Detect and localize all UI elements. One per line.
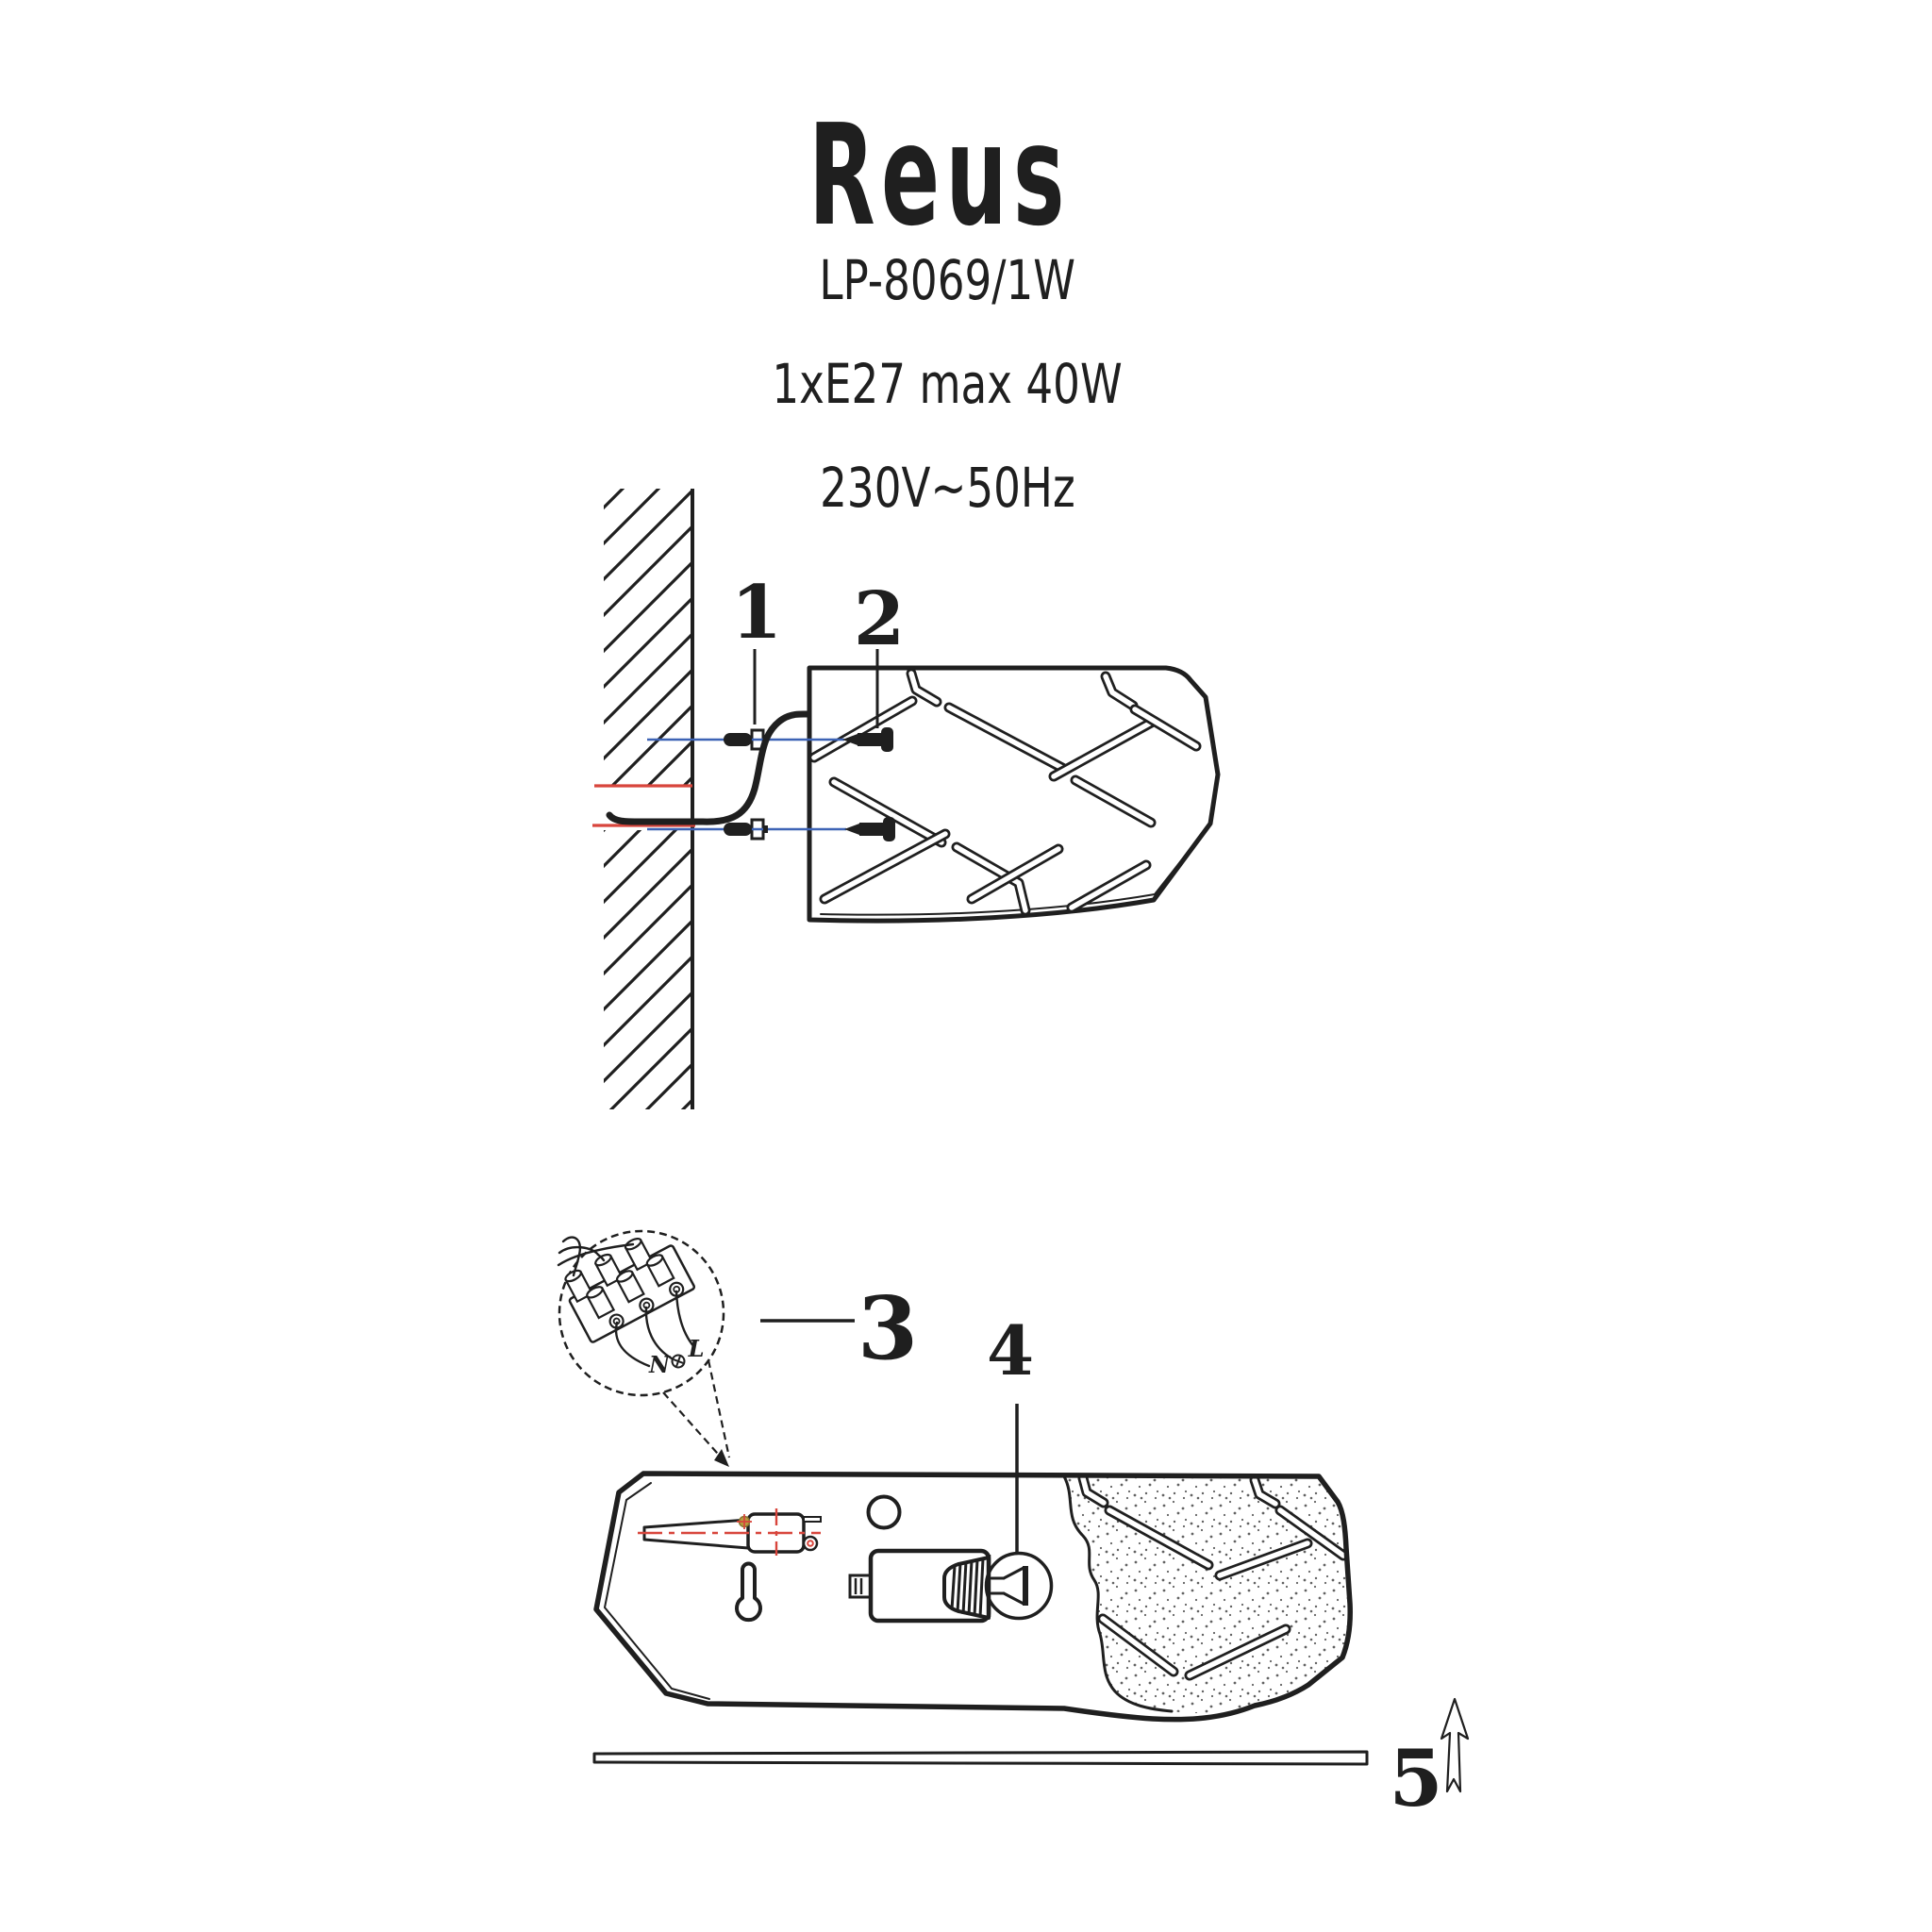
- terminal-block-tab: [804, 1517, 821, 1522]
- lamp-body-top-view: [809, 668, 1218, 921]
- lamp-socket-assembly: [850, 1551, 1052, 1621]
- base-assembly-diagram: [558, 1224, 1468, 1824]
- terminal-screw: [804, 1537, 817, 1550]
- incoming-wires: [558, 1238, 633, 1275]
- voltage-spec: 230V~50Hz: [819, 456, 1075, 520]
- wall-plug-lower: [724, 823, 752, 836]
- up-arrow-icon: [1441, 1699, 1468, 1791]
- part-label-1: 1: [730, 570, 783, 656]
- earth-icon: [671, 1354, 687, 1370]
- model-number: LP-8069/1W: [819, 248, 1075, 312]
- product-name: Reus: [808, 94, 1071, 257]
- part-label-2: 2: [853, 576, 906, 662]
- wall-section: [592, 489, 695, 1109]
- wall-hatch-upper: [604, 489, 692, 786]
- light-bulb: [987, 1554, 1052, 1619]
- wall-plug-tip-lower: [763, 825, 768, 833]
- mounting-hole: [869, 1497, 900, 1528]
- diffuser-plate: [594, 1752, 1367, 1764]
- wiring-detail-balloon: [558, 1224, 729, 1467]
- bulb-spec: 1xE27 max 40W: [772, 352, 1123, 416]
- live-label: L: [688, 1335, 705, 1362]
- wall-mounting-diagram: [592, 489, 1218, 1109]
- part-label-5: 5: [1389, 1734, 1443, 1824]
- balloon-tail-left: [663, 1392, 724, 1461]
- wall-hatch-lower: [604, 830, 692, 1109]
- part-label-4: 4: [986, 1310, 1035, 1391]
- neutral-label: N: [649, 1351, 670, 1378]
- wall-plug-upper: [724, 733, 752, 746]
- part-label-3: 3: [857, 1277, 919, 1379]
- bulb-contact-bar: [1023, 1566, 1028, 1606]
- balloon-tail-right: [708, 1360, 729, 1457]
